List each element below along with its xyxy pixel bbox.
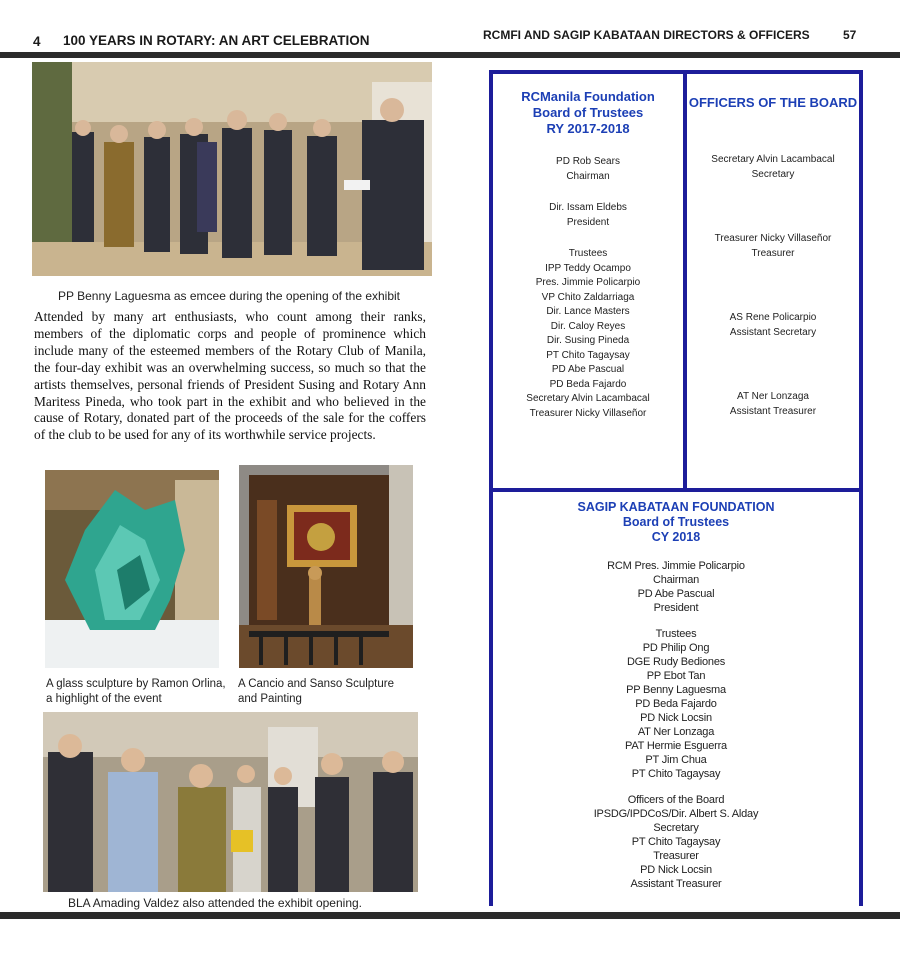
photo-glass-sculpture xyxy=(45,470,219,668)
caption-emcee: PP Benny Laguesma as emcee during the opening of the exhibit xyxy=(58,289,401,303)
sagip-asst-treasurer-name: PD Nick Locsin xyxy=(640,864,712,876)
officer-asst-secretary-role: Assistant Secretary xyxy=(729,326,817,338)
rcmf-trustee-item: Dir. Lance Masters xyxy=(546,306,630,317)
caption-cancio-sanso: A Cancio and Sanso Sculpture and Painting xyxy=(238,678,394,705)
officer-treasurer-name: Treasurer Nicky Villaseñor xyxy=(714,233,832,244)
sagip-trustee-item: PT Chito Tagaysay xyxy=(631,768,721,780)
rcmf-trustee-item: PD Beda Fajardo xyxy=(549,378,627,390)
header-rule xyxy=(0,52,900,58)
sagip-trustee-item: DGE Rudy Bediones xyxy=(626,656,726,668)
rcmf-president-role: President xyxy=(566,216,610,228)
right-running-title: RCMFI AND SAGIP KABATAAN DIRECTORS & OFFICERS xyxy=(483,28,810,42)
sagip-secretary-role: Secretary xyxy=(653,822,699,834)
rcmf-trustee-item: VP Chito Zaldarriaga xyxy=(541,291,635,303)
sagip-trustee-item: AT Ner Lonzaga xyxy=(637,726,715,738)
officer-asst-treasurer-role: Assistant Treasurer xyxy=(729,405,817,417)
officer-secretary-role: Secretary xyxy=(751,168,795,180)
sagip-trustee-item: PD Beda Fajardo xyxy=(635,698,717,710)
officer-asst-treasurer-name: AT Ner Lonzaga xyxy=(737,391,809,402)
officers-title: OFFICERS OF THE BOARD xyxy=(688,95,858,110)
sagip-asst-treasurer-role: Assistant Treasurer xyxy=(630,878,722,890)
sagip-secretary-name: IPSDG/IPDCoS/Dir. Albert S. Alday xyxy=(593,808,759,820)
rcmf-trustee-item: Dir. Susing Pineda xyxy=(546,335,630,346)
photo-emcee-opening xyxy=(32,62,432,276)
caption-bla-valdez: BLA Amading Valdez also attended the exhibit opening. xyxy=(68,896,362,910)
rcmf-trustee-item: Dir. Caloy Reyes xyxy=(550,320,626,332)
rcmf-title-line1: RCManila Foundation xyxy=(521,89,655,104)
sagip-treasurer-role: Treasurer xyxy=(653,850,699,862)
rcmf-trustee-item: Pres. Jimmie Policarpio xyxy=(535,277,641,288)
sagip-president-role: President xyxy=(653,602,699,614)
rcmf-trustee-item: Treasurer Nicky Villaseñor xyxy=(529,407,647,419)
rcmf-chairman-role: Chairman xyxy=(566,170,610,182)
sagip-trustee-item: PAT Hermie Esguerra xyxy=(625,740,727,752)
sagip-board-box xyxy=(489,488,863,906)
rcmf-title-line2: Board of Trustees xyxy=(532,105,644,120)
sagip-trustees-heading: Trustees xyxy=(655,628,697,640)
rcmf-president-name: Dir. Issam Eldebs xyxy=(549,202,627,213)
sagip-chairman-name: RCM Pres. Jimmie Policarpio xyxy=(607,560,745,572)
sagip-trustee-item: PT Jim Chua xyxy=(645,754,707,766)
sagip-trustee-item: PD Nick Locsin xyxy=(640,712,712,724)
officer-secretary-name: Secretary Alvin Lacambacal xyxy=(711,154,835,165)
sagip-trustee-item: PP Benny Laguesma xyxy=(626,684,726,696)
left-running-title: 100 YEARS IN ROTARY: AN ART CELEBRATION xyxy=(63,33,370,48)
sagip-trustee-item: PP Ebot Tan xyxy=(646,670,706,682)
sagip-title-line3: CY 2018 xyxy=(651,530,701,544)
officer-treasurer-role: Treasurer xyxy=(751,247,795,259)
sagip-treasurer-name: PT Chito Tagaysay xyxy=(631,836,721,848)
caption-glass-sculpture: A glass sculpture by Ramon Orlina, a highlight of the event xyxy=(46,678,226,705)
rcmf-title-line3: RY 2017-2018 xyxy=(546,121,630,136)
rcmf-chairman-name: PD Rob Sears xyxy=(556,156,620,167)
rcmf-trustee-item: PT Chito Tagaysay xyxy=(546,349,630,361)
photo-cancio-sanso xyxy=(239,465,413,668)
rcmf-trustees-heading: Trustees xyxy=(568,248,608,259)
page-number-left: 4 xyxy=(33,34,41,49)
rcmf-board-box xyxy=(489,70,687,492)
page-number-right: 57 xyxy=(843,28,857,42)
rcmf-trustee-item: Secretary Alvin Lacambacal xyxy=(526,393,650,404)
sagip-title-line2: Board of Trustees xyxy=(622,515,730,529)
officer-asst-secretary-name: AS Rene Policarpio xyxy=(729,312,817,323)
rcmf-trustee-item: PD Abe Pascual xyxy=(551,364,625,375)
sagip-trustee-item: PD Philip Ong xyxy=(642,642,710,654)
rcmf-trustee-item: IPP Teddy Ocampo xyxy=(545,262,631,274)
sagip-title-line1: SAGIP KABATAAN FOUNDATION xyxy=(577,500,775,514)
photo-bla-valdez xyxy=(43,712,418,892)
footer-rule xyxy=(0,912,900,919)
body-paragraph: Attended by many art enthusiasts, who count among their ranks, members of the diplomatic corps and people of prominence which include many of the esteemed members of the Rotary Club of Manila, the four-day exhibit was an overwhelming success, so much so that the artists themselves, personal friends of President Susing and Rotary Ann Maritess Pineda, who took part in the exhibit and who believed in the cause of Rotary, donated part of the proceeds of the sale for the coffers of the club to be used for any of its worthwhile service projects. xyxy=(34,309,426,443)
officers-board-box xyxy=(683,70,863,492)
sagip-officers-heading: Officers of the Board xyxy=(627,794,725,806)
sagip-chairman-role: Chairman xyxy=(652,574,700,586)
sagip-president-name: PD Abe Pascual xyxy=(637,588,715,600)
